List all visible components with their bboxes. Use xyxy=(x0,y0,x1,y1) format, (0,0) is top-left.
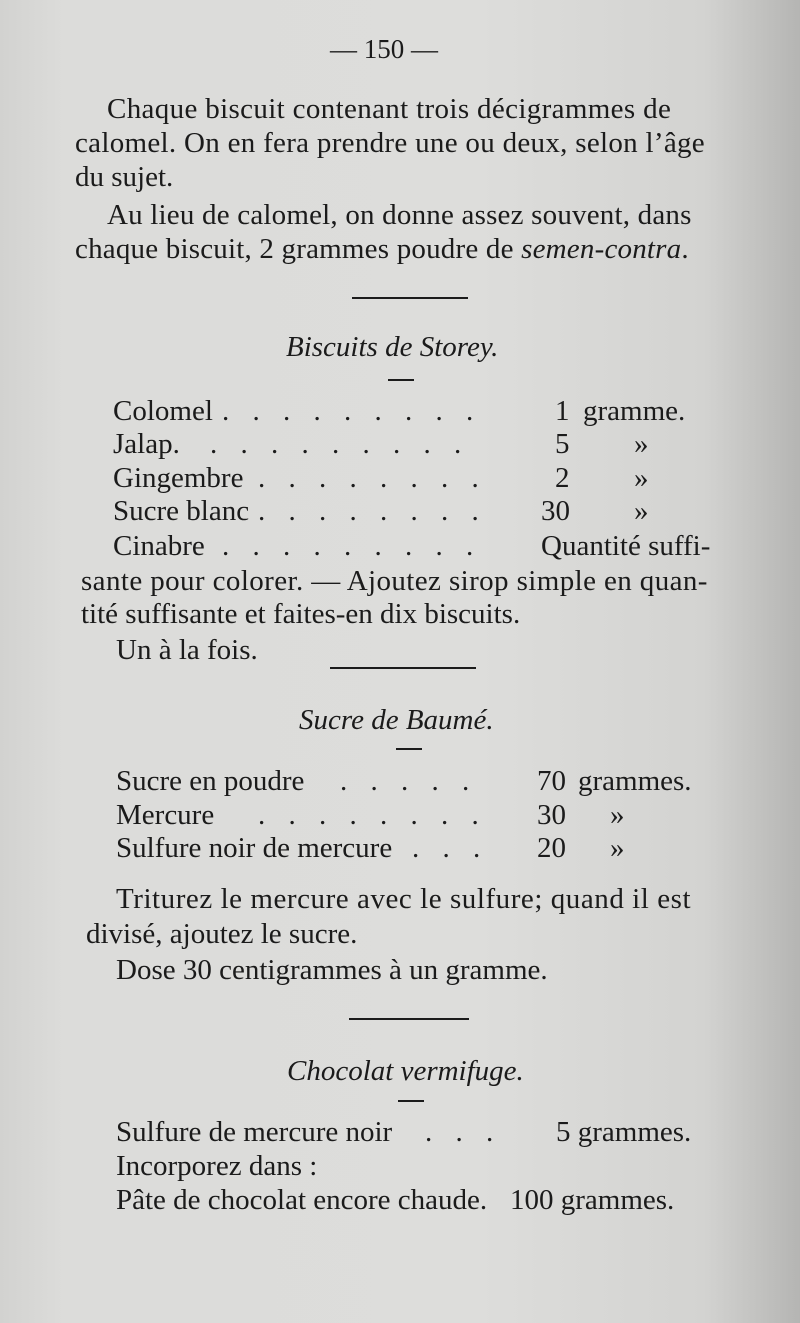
storey-item-dots: . . . . . . . . . xyxy=(222,530,482,562)
chocolat-item-dots: . . . xyxy=(425,1116,502,1148)
baume-item-qty: 30 xyxy=(537,799,566,831)
chocolat-item-name: Sulfure de mercure noir xyxy=(116,1116,393,1148)
baume-item-dots: . . . . . . . . xyxy=(258,799,487,831)
baume-item-name: Mercure xyxy=(116,799,215,831)
baume-dose: Dose 30 centigrammes à un gramme. xyxy=(116,954,548,986)
storey-item-dots: . . . . . . . . xyxy=(258,495,487,527)
baume-line-2: divisé, ajoutez le sucre. xyxy=(86,918,358,950)
baume-item-unit: » xyxy=(610,832,625,864)
chocolat-title: Chocolat vermifuge. xyxy=(287,1055,524,1087)
baume-title: Sucre de Baumé. xyxy=(299,704,494,736)
storey-item-unit: » xyxy=(634,428,649,460)
section-divider-2 xyxy=(330,667,476,669)
storey-item-dots: . . . . . . . . . xyxy=(222,395,482,427)
storey-title-dash xyxy=(388,379,414,381)
chocolat-title-dash xyxy=(398,1100,424,1102)
baume-item-dots: . . . . . xyxy=(340,765,478,797)
section-divider-3 xyxy=(349,1018,469,1020)
storey-item-unit: gramme. xyxy=(583,395,686,427)
section-divider-1 xyxy=(352,297,468,299)
chocolat-instruction: Incorporez dans : xyxy=(116,1150,318,1182)
baume-item-unit: » xyxy=(610,799,625,831)
intro-line-5: chaque biscuit, 2 grammes poudre de semen-contra. xyxy=(75,233,689,265)
storey-item-qty: 5 xyxy=(555,428,570,460)
page-number: — 150 — xyxy=(330,34,438,64)
storey-cont-line-1: sante pour colorer. — Ajoutez sirop simple en quan- xyxy=(81,565,708,597)
chocolat-base-qty: 100 grammes. xyxy=(510,1184,675,1216)
intro-line-2: calomel. On en fera prendre une ou deux, selon l’âge xyxy=(75,127,705,159)
storey-item-unit: » xyxy=(634,462,649,494)
storey-dose: Un à la fois. xyxy=(116,634,258,666)
storey-title: Biscuits de Storey. xyxy=(286,331,499,363)
baume-title-dash xyxy=(396,748,422,750)
intro-line-3: du sujet. xyxy=(75,161,174,193)
storey-item-dots: . . . . . . . . xyxy=(258,462,487,494)
baume-item-unit: grammes. xyxy=(578,765,692,797)
baume-item-qty: 20 xyxy=(537,832,566,864)
storey-item-unit: » xyxy=(634,495,649,527)
storey-cont-line-2: tité suffisante et faites-en dix biscuits. xyxy=(81,598,521,630)
chocolat-item-qty: 5 grammes. xyxy=(556,1116,692,1148)
storey-item-name: Colomel xyxy=(113,395,213,427)
intro-line-1: Chaque biscuit contenant trois décigrammes de xyxy=(107,93,672,125)
storey-item-name: Sucre blanc xyxy=(113,495,250,527)
storey-item-qty: Quantité suffi- xyxy=(541,530,711,562)
baume-item-name: Sulfure noir de mercure xyxy=(116,832,393,864)
storey-item-name: Cinabre xyxy=(113,530,205,562)
baume-item-dots: . . . xyxy=(412,832,489,864)
intro-line-4: Au lieu de calomel, on donne assez souvent, dans xyxy=(107,199,692,231)
baume-line-1: Triturez le mercure avec le sulfure; quand il est xyxy=(116,883,692,915)
storey-item-name: Gingembre xyxy=(113,462,244,494)
storey-item-dots: . . . . . . . . . xyxy=(210,428,470,460)
storey-item-qty: 1 xyxy=(555,395,570,427)
storey-item-name: Jalap. xyxy=(113,428,180,460)
baume-item-qty: 70 xyxy=(537,765,566,797)
chocolat-base-name: Pâte de chocolat encore chaude. xyxy=(116,1184,488,1216)
storey-item-qty: 2 xyxy=(555,462,570,494)
semen-contra-term: semen-contra xyxy=(521,233,682,265)
storey-item-qty: 30 xyxy=(541,495,570,527)
baume-item-name: Sucre en poudre xyxy=(116,765,305,797)
